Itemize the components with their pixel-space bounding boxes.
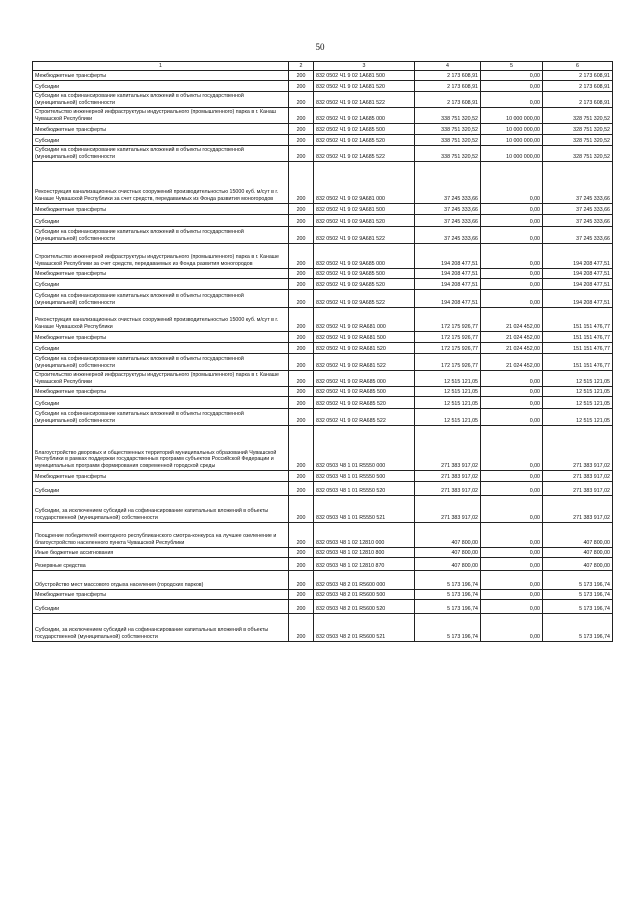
row-name-cell: Субсидии, за исключением субсидий на софинансирование капитальных вложений в объекты государственной (муниципальной) собственности	[33, 614, 289, 642]
budget-code-cell: 832 0503 Ч8 1 01 R5550 000	[314, 426, 415, 471]
change-cell: 0,00	[481, 590, 543, 600]
amount-cell: 194 208 477,51	[415, 279, 481, 290]
column-2-cell: 200	[289, 371, 314, 387]
budget-code-cell: 832 0502 Ч1 9 02 9А681 500	[314, 204, 415, 215]
row-name-cell: Субсидии	[33, 600, 289, 614]
table-row	[33, 81, 613, 92]
row-name-cell: Реконструкция канализационных очистных сооружений производительностью 15000 куб. м/сут в г. Канаше Чувашской Республики за счет средств, передаваемых из Фонда развития моногородов	[33, 162, 289, 204]
amount-cell: 5 173 196,74	[415, 614, 481, 642]
row-name-cell: Строительство инженерной инфраструктуры индустриального (промышленного) парка в г. Канаш Чувашской Республики	[33, 108, 289, 124]
column-2-cell: 200	[289, 162, 314, 204]
row-name-cell: Строительство инженерной инфраструктуры индустриального (промышленного) парка в г. Канаше Чувашской Республики	[33, 371, 289, 387]
column-header: 6	[543, 62, 613, 71]
row-name-cell: Межбюджетные трансферты	[33, 204, 289, 215]
column-2-cell: 200	[289, 471, 314, 482]
amount-total-cell: 194 208 477,51	[543, 269, 613, 279]
budget-code-cell: 832 0502 Ч1 9 02 1А685 520	[314, 135, 415, 146]
change-cell: 0,00	[481, 600, 543, 614]
row-name-cell: Субсидии	[33, 135, 289, 146]
table-row	[33, 371, 613, 387]
amount-total-cell: 328 751 320,52	[543, 146, 613, 162]
column-2-cell: 200	[289, 227, 314, 244]
amount-total-cell: 194 208 477,51	[543, 244, 613, 269]
change-cell: 0,00	[481, 162, 543, 204]
column-2-cell: 200	[289, 71, 314, 81]
column-2-cell: 200	[289, 81, 314, 92]
change-cell: 0,00	[481, 482, 543, 496]
table-row	[33, 614, 613, 642]
amount-total-cell: 37 245 333,66	[543, 227, 613, 244]
budget-code-cell: 832 0503 Ч8 1 02 12810 000	[314, 523, 415, 548]
amount-cell: 407 800,00	[415, 558, 481, 571]
amount-cell: 194 208 477,51	[415, 244, 481, 269]
change-cell: 0,00	[481, 558, 543, 571]
amount-total-cell: 271 383 917,02	[543, 471, 613, 482]
table-row	[33, 279, 613, 290]
budget-code-cell: 832 0502 Ч1 9 02 9А681 522	[314, 227, 415, 244]
column-2-cell: 200	[289, 354, 314, 371]
change-cell: 0,00	[481, 397, 543, 409]
amount-total-cell: 271 383 917,02	[543, 496, 613, 523]
table-row	[33, 496, 613, 523]
column-2-cell: 200	[289, 387, 314, 397]
budget-code-cell: 832 0502 Ч1 9 02 9А685 500	[314, 269, 415, 279]
budget-code-cell: 832 0502 Ч1 9 02 RА681 500	[314, 332, 415, 343]
row-name-cell: Субсидии	[33, 215, 289, 227]
column-2-cell: 200	[289, 496, 314, 523]
table-row	[33, 600, 613, 614]
table-row	[33, 308, 613, 332]
amount-total-cell: 37 245 333,66	[543, 162, 613, 204]
amount-cell: 338 751 320,52	[415, 146, 481, 162]
change-cell: 0,00	[481, 387, 543, 397]
change-cell: 0,00	[481, 548, 543, 558]
amount-cell: 338 751 320,52	[415, 124, 481, 135]
amount-total-cell: 151 151 476,77	[543, 332, 613, 343]
change-cell: 0,00	[481, 614, 543, 642]
column-2-cell: 200	[289, 215, 314, 227]
column-2-cell: 200	[289, 590, 314, 600]
row-name-cell: Субсидии	[33, 279, 289, 290]
budget-code-cell: 832 0503 Ч8 1 02 12810 800	[314, 548, 415, 558]
budget-code-cell: 832 0502 Ч1 9 02 9А681 000	[314, 162, 415, 204]
change-cell: 0,00	[481, 496, 543, 523]
amount-total-cell: 37 245 333,66	[543, 204, 613, 215]
change-cell: 0,00	[481, 523, 543, 548]
budget-code-cell: 832 0502 Ч1 9 02 9А685 522	[314, 290, 415, 308]
change-cell: 10 000 000,00	[481, 135, 543, 146]
row-name-cell: Межбюджетные трансферты	[33, 590, 289, 600]
budget-code-cell: 832 0503 Ч8 2 01 R5600 521	[314, 614, 415, 642]
amount-total-cell: 151 151 476,77	[543, 354, 613, 371]
budget-code-cell: 832 0502 Ч1 9 02 9А681 520	[314, 215, 415, 227]
amount-cell: 5 173 196,74	[415, 571, 481, 590]
column-2-cell: 200	[289, 571, 314, 590]
table-row	[33, 548, 613, 558]
amount-total-cell: 407 800,00	[543, 548, 613, 558]
amount-cell: 172 175 926,77	[415, 343, 481, 354]
row-name-cell: Межбюджетные трансферты	[33, 471, 289, 482]
row-name-cell: Строительство инженерной инфраструктуры индустриального (промышленного) парка в г. Канаше Чувашской Республики за счет средств, передаваемых из Фонда развития моногородов	[33, 244, 289, 269]
table-row	[33, 71, 613, 81]
change-cell: 0,00	[481, 279, 543, 290]
table-row	[33, 343, 613, 354]
budget-code-cell: 832 0502 Ч1 9 02 1А685 522	[314, 146, 415, 162]
amount-cell: 172 175 926,77	[415, 308, 481, 332]
amount-total-cell: 2 173 608,91	[543, 81, 613, 92]
column-2-cell: 200	[289, 308, 314, 332]
budget-code-cell: 832 0503 Ч8 2 01 R5600 000	[314, 571, 415, 590]
amount-cell: 194 208 477,51	[415, 290, 481, 308]
change-cell: 0,00	[481, 215, 543, 227]
amount-total-cell: 407 800,00	[543, 558, 613, 571]
column-header: 3	[314, 62, 415, 71]
table-row	[33, 290, 613, 308]
table-row	[33, 590, 613, 600]
amount-total-cell: 271 383 917,02	[543, 426, 613, 471]
page-number: 50	[315, 42, 325, 52]
budget-code-cell: 832 0502 Ч1 9 02 RА685 520	[314, 397, 415, 409]
amount-total-cell: 12 515 121,05	[543, 371, 613, 387]
amount-total-cell: 2 173 608,91	[543, 71, 613, 81]
row-name-cell: Субсидии на софинансирование капитальных вложений в объекты государственной (муниципальной) собственности	[33, 354, 289, 371]
table-row	[33, 397, 613, 409]
change-cell: 0,00	[481, 244, 543, 269]
change-cell: 10 000 000,00	[481, 108, 543, 124]
column-2-cell: 200	[289, 135, 314, 146]
budget-code-cell: 832 0502 Ч1 9 02 RА685 500	[314, 387, 415, 397]
budget-code-cell: 832 0502 Ч1 9 02 1А681 522	[314, 92, 415, 108]
row-name-cell: Благоустройство дворовых и общественных территорий муниципальных образований Чувашской Республики в рамках поддержки государственных программ субъектов Российской Федерации и муниципальных программ формирования современной городской среды	[33, 426, 289, 471]
column-2-cell: 200	[289, 92, 314, 108]
budget-code-cell: 832 0502 Ч1 9 02 9А685 000	[314, 244, 415, 269]
row-name-cell: Субсидии на софинансирование капитальных вложений в объекты государственной (муниципальной) собственности	[33, 146, 289, 162]
table-row	[33, 269, 613, 279]
column-header: 2	[289, 62, 314, 71]
amount-total-cell: 12 515 121,05	[543, 387, 613, 397]
change-cell: 0,00	[481, 571, 543, 590]
amount-total-cell: 5 173 196,74	[543, 590, 613, 600]
column-number-row	[33, 62, 613, 71]
row-name-cell: Межбюджетные трансферты	[33, 124, 289, 135]
amount-cell: 12 515 121,05	[415, 397, 481, 409]
table-row	[33, 108, 613, 124]
row-name-cell: Субсидии на софинансирование капитальных вложений в объекты государственной (муниципальной) собственности	[33, 290, 289, 308]
change-cell: 21 024 452,00	[481, 308, 543, 332]
budget-code-cell: 832 0502 Ч1 9 02 RА681 522	[314, 354, 415, 371]
column-2-cell: 200	[289, 600, 314, 614]
budget-code-cell: 832 0503 Ч8 2 01 R5600 520	[314, 600, 415, 614]
budget-table	[32, 61, 613, 642]
row-name-cell: Субсидии	[33, 81, 289, 92]
change-cell: 21 024 452,00	[481, 343, 543, 354]
amount-total-cell: 37 245 333,66	[543, 215, 613, 227]
table-row	[33, 471, 613, 482]
table-row	[33, 215, 613, 227]
table-row	[33, 523, 613, 548]
amount-total-cell: 5 173 196,74	[543, 600, 613, 614]
table-row	[33, 162, 613, 204]
change-cell: 0,00	[481, 269, 543, 279]
row-name-cell: Межбюджетные трансферты	[33, 71, 289, 81]
amount-total-cell: 12 515 121,05	[543, 397, 613, 409]
amount-cell: 37 245 333,66	[415, 162, 481, 204]
row-name-cell: Межбюджетные трансферты	[33, 332, 289, 343]
budget-code-cell: 832 0502 Ч1 9 02 RА685 522	[314, 409, 415, 426]
table-row	[33, 204, 613, 215]
amount-total-cell: 194 208 477,51	[543, 279, 613, 290]
column-2-cell: 200	[289, 343, 314, 354]
table-row	[33, 558, 613, 571]
budget-code-cell: 832 0503 Ч8 1 01 R5550 520	[314, 482, 415, 496]
column-2-cell: 200	[289, 548, 314, 558]
column-2-cell: 200	[289, 332, 314, 343]
amount-cell: 194 208 477,51	[415, 269, 481, 279]
budget-code-cell: 832 0502 Ч1 9 02 1А685 500	[314, 124, 415, 135]
row-name-cell: Иные бюджетные ассигнования	[33, 548, 289, 558]
column-2-cell: 200	[289, 279, 314, 290]
column-2-cell: 200	[289, 290, 314, 308]
table-row	[33, 92, 613, 108]
amount-cell: 37 245 333,66	[415, 215, 481, 227]
amount-cell: 407 800,00	[415, 548, 481, 558]
row-name-cell: Субсидии на софинансирование капитальных вложений в объекты государственной (муниципальной) собственности	[33, 409, 289, 426]
change-cell: 0,00	[481, 471, 543, 482]
amount-cell: 12 515 121,05	[415, 387, 481, 397]
amount-total-cell: 328 751 320,52	[543, 124, 613, 135]
change-cell: 10 000 000,00	[481, 124, 543, 135]
budget-code-cell: 832 0502 Ч1 9 02 RА681 520	[314, 343, 415, 354]
row-name-cell: Субсидии, за исключением субсидий на софинансирование капитальных вложений в объекты государственной (муниципальной) собственности	[33, 496, 289, 523]
column-header: 5	[481, 62, 543, 71]
column-2-cell: 200	[289, 409, 314, 426]
amount-cell: 37 245 333,66	[415, 227, 481, 244]
amount-total-cell: 407 800,00	[543, 523, 613, 548]
amount-cell: 2 173 608,91	[415, 92, 481, 108]
row-name-cell: Субсидии	[33, 482, 289, 496]
amount-cell: 5 173 196,74	[415, 600, 481, 614]
amount-cell: 407 800,00	[415, 523, 481, 548]
table-row	[33, 124, 613, 135]
column-header: 1	[33, 62, 289, 71]
row-name-cell: Межбюджетные трансферты	[33, 269, 289, 279]
amount-cell: 5 173 196,74	[415, 590, 481, 600]
change-cell: 0,00	[481, 204, 543, 215]
amount-cell: 37 245 333,66	[415, 204, 481, 215]
row-name-cell: Субсидии	[33, 397, 289, 409]
table-body	[33, 71, 613, 642]
budget-code-cell: 832 0502 Ч1 9 02 RА681 000	[314, 308, 415, 332]
budget-code-cell: 832 0502 Ч1 9 02 1А685 000	[314, 108, 415, 124]
row-name-cell: Обустройство мест массового отдыха населения (городских парков)	[33, 571, 289, 590]
amount-total-cell: 271 383 917,02	[543, 482, 613, 496]
column-2-cell: 200	[289, 482, 314, 496]
row-name-cell: Субсидии	[33, 343, 289, 354]
column-2-cell: 200	[289, 558, 314, 571]
amount-cell: 271 383 917,02	[415, 482, 481, 496]
change-cell: 21 024 452,00	[481, 332, 543, 343]
budget-code-cell: 832 0503 Ч8 2 01 R5600 500	[314, 590, 415, 600]
budget-code-cell: 832 0502 Ч1 9 02 1А681 520	[314, 81, 415, 92]
table-row	[33, 146, 613, 162]
table-row	[33, 387, 613, 397]
table-row	[33, 426, 613, 471]
change-cell: 0,00	[481, 371, 543, 387]
change-cell: 10 000 000,00	[481, 146, 543, 162]
table-row	[33, 409, 613, 426]
table-row	[33, 135, 613, 146]
change-cell: 0,00	[481, 227, 543, 244]
amount-total-cell: 151 151 476,77	[543, 308, 613, 332]
column-2-cell: 200	[289, 124, 314, 135]
budget-code-cell: 832 0503 Ч8 1 01 R5550 521	[314, 496, 415, 523]
amount-cell: 172 175 926,77	[415, 332, 481, 343]
row-name-cell: Резервные средства	[33, 558, 289, 571]
table-row	[33, 244, 613, 269]
change-cell: 0,00	[481, 426, 543, 471]
amount-total-cell: 151 151 476,77	[543, 343, 613, 354]
amount-total-cell: 5 173 196,74	[543, 571, 613, 590]
amount-cell: 12 515 121,05	[415, 409, 481, 426]
column-2-cell: 200	[289, 426, 314, 471]
row-name-cell: Субсидии на софинансирование капитальных вложений в объекты государственной (муниципальной) собственности	[33, 92, 289, 108]
table-row	[33, 332, 613, 343]
amount-cell: 271 383 917,02	[415, 426, 481, 471]
amount-cell: 12 515 121,05	[415, 371, 481, 387]
row-name-cell: Межбюджетные трансферты	[33, 387, 289, 397]
change-cell: 0,00	[481, 81, 543, 92]
change-cell: 0,00	[481, 409, 543, 426]
change-cell: 21 024 452,00	[481, 354, 543, 371]
budget-code-cell: 832 0502 Ч1 9 02 9А685 520	[314, 279, 415, 290]
column-header: 4	[415, 62, 481, 71]
amount-total-cell: 2 173 608,91	[543, 92, 613, 108]
change-cell: 0,00	[481, 92, 543, 108]
column-2-cell: 200	[289, 269, 314, 279]
budget-code-cell: 832 0502 Ч1 9 02 1А681 500	[314, 71, 415, 81]
amount-cell: 2 173 608,91	[415, 71, 481, 81]
table-row	[33, 354, 613, 371]
budget-code-cell: 832 0502 Ч1 9 02 RА685 000	[314, 371, 415, 387]
row-name-cell: Субсидии на софинансирование капитальных вложений в объекты государственной (муниципальной) собственности	[33, 227, 289, 244]
amount-cell: 2 173 608,91	[415, 81, 481, 92]
amount-total-cell: 328 751 320,52	[543, 108, 613, 124]
change-cell: 0,00	[481, 290, 543, 308]
column-2-cell: 200	[289, 614, 314, 642]
column-2-cell: 200	[289, 523, 314, 548]
amount-cell: 271 383 917,02	[415, 471, 481, 482]
amount-cell: 338 751 320,52	[415, 108, 481, 124]
amount-cell: 338 751 320,52	[415, 135, 481, 146]
budget-code-cell: 832 0503 Ч8 1 02 12810 870	[314, 558, 415, 571]
table-row	[33, 571, 613, 590]
table-row	[33, 227, 613, 244]
amount-total-cell: 5 173 196,74	[543, 614, 613, 642]
amount-total-cell: 328 751 320,52	[543, 135, 613, 146]
budget-code-cell: 832 0503 Ч8 1 01 R5550 500	[314, 471, 415, 482]
row-name-cell: Реконструкция канализационных очистных сооружений производительностью 15000 куб. м/сут в г. Канаше Чувашской Республики	[33, 308, 289, 332]
column-2-cell: 200	[289, 146, 314, 162]
amount-total-cell: 194 208 477,51	[543, 290, 613, 308]
column-2-cell: 200	[289, 204, 314, 215]
amount-cell: 172 175 926,77	[415, 354, 481, 371]
column-2-cell: 200	[289, 108, 314, 124]
table-row	[33, 482, 613, 496]
column-2-cell: 200	[289, 397, 314, 409]
change-cell: 0,00	[481, 71, 543, 81]
row-name-cell: Поощрение победителей ежегодного республиканского смотра-конкурса на лучшее озеленение и благоустройство населенного пункта Чувашской Республики	[33, 523, 289, 548]
column-2-cell: 200	[289, 244, 314, 269]
amount-cell: 271 383 917,02	[415, 496, 481, 523]
amount-total-cell: 12 515 121,05	[543, 409, 613, 426]
